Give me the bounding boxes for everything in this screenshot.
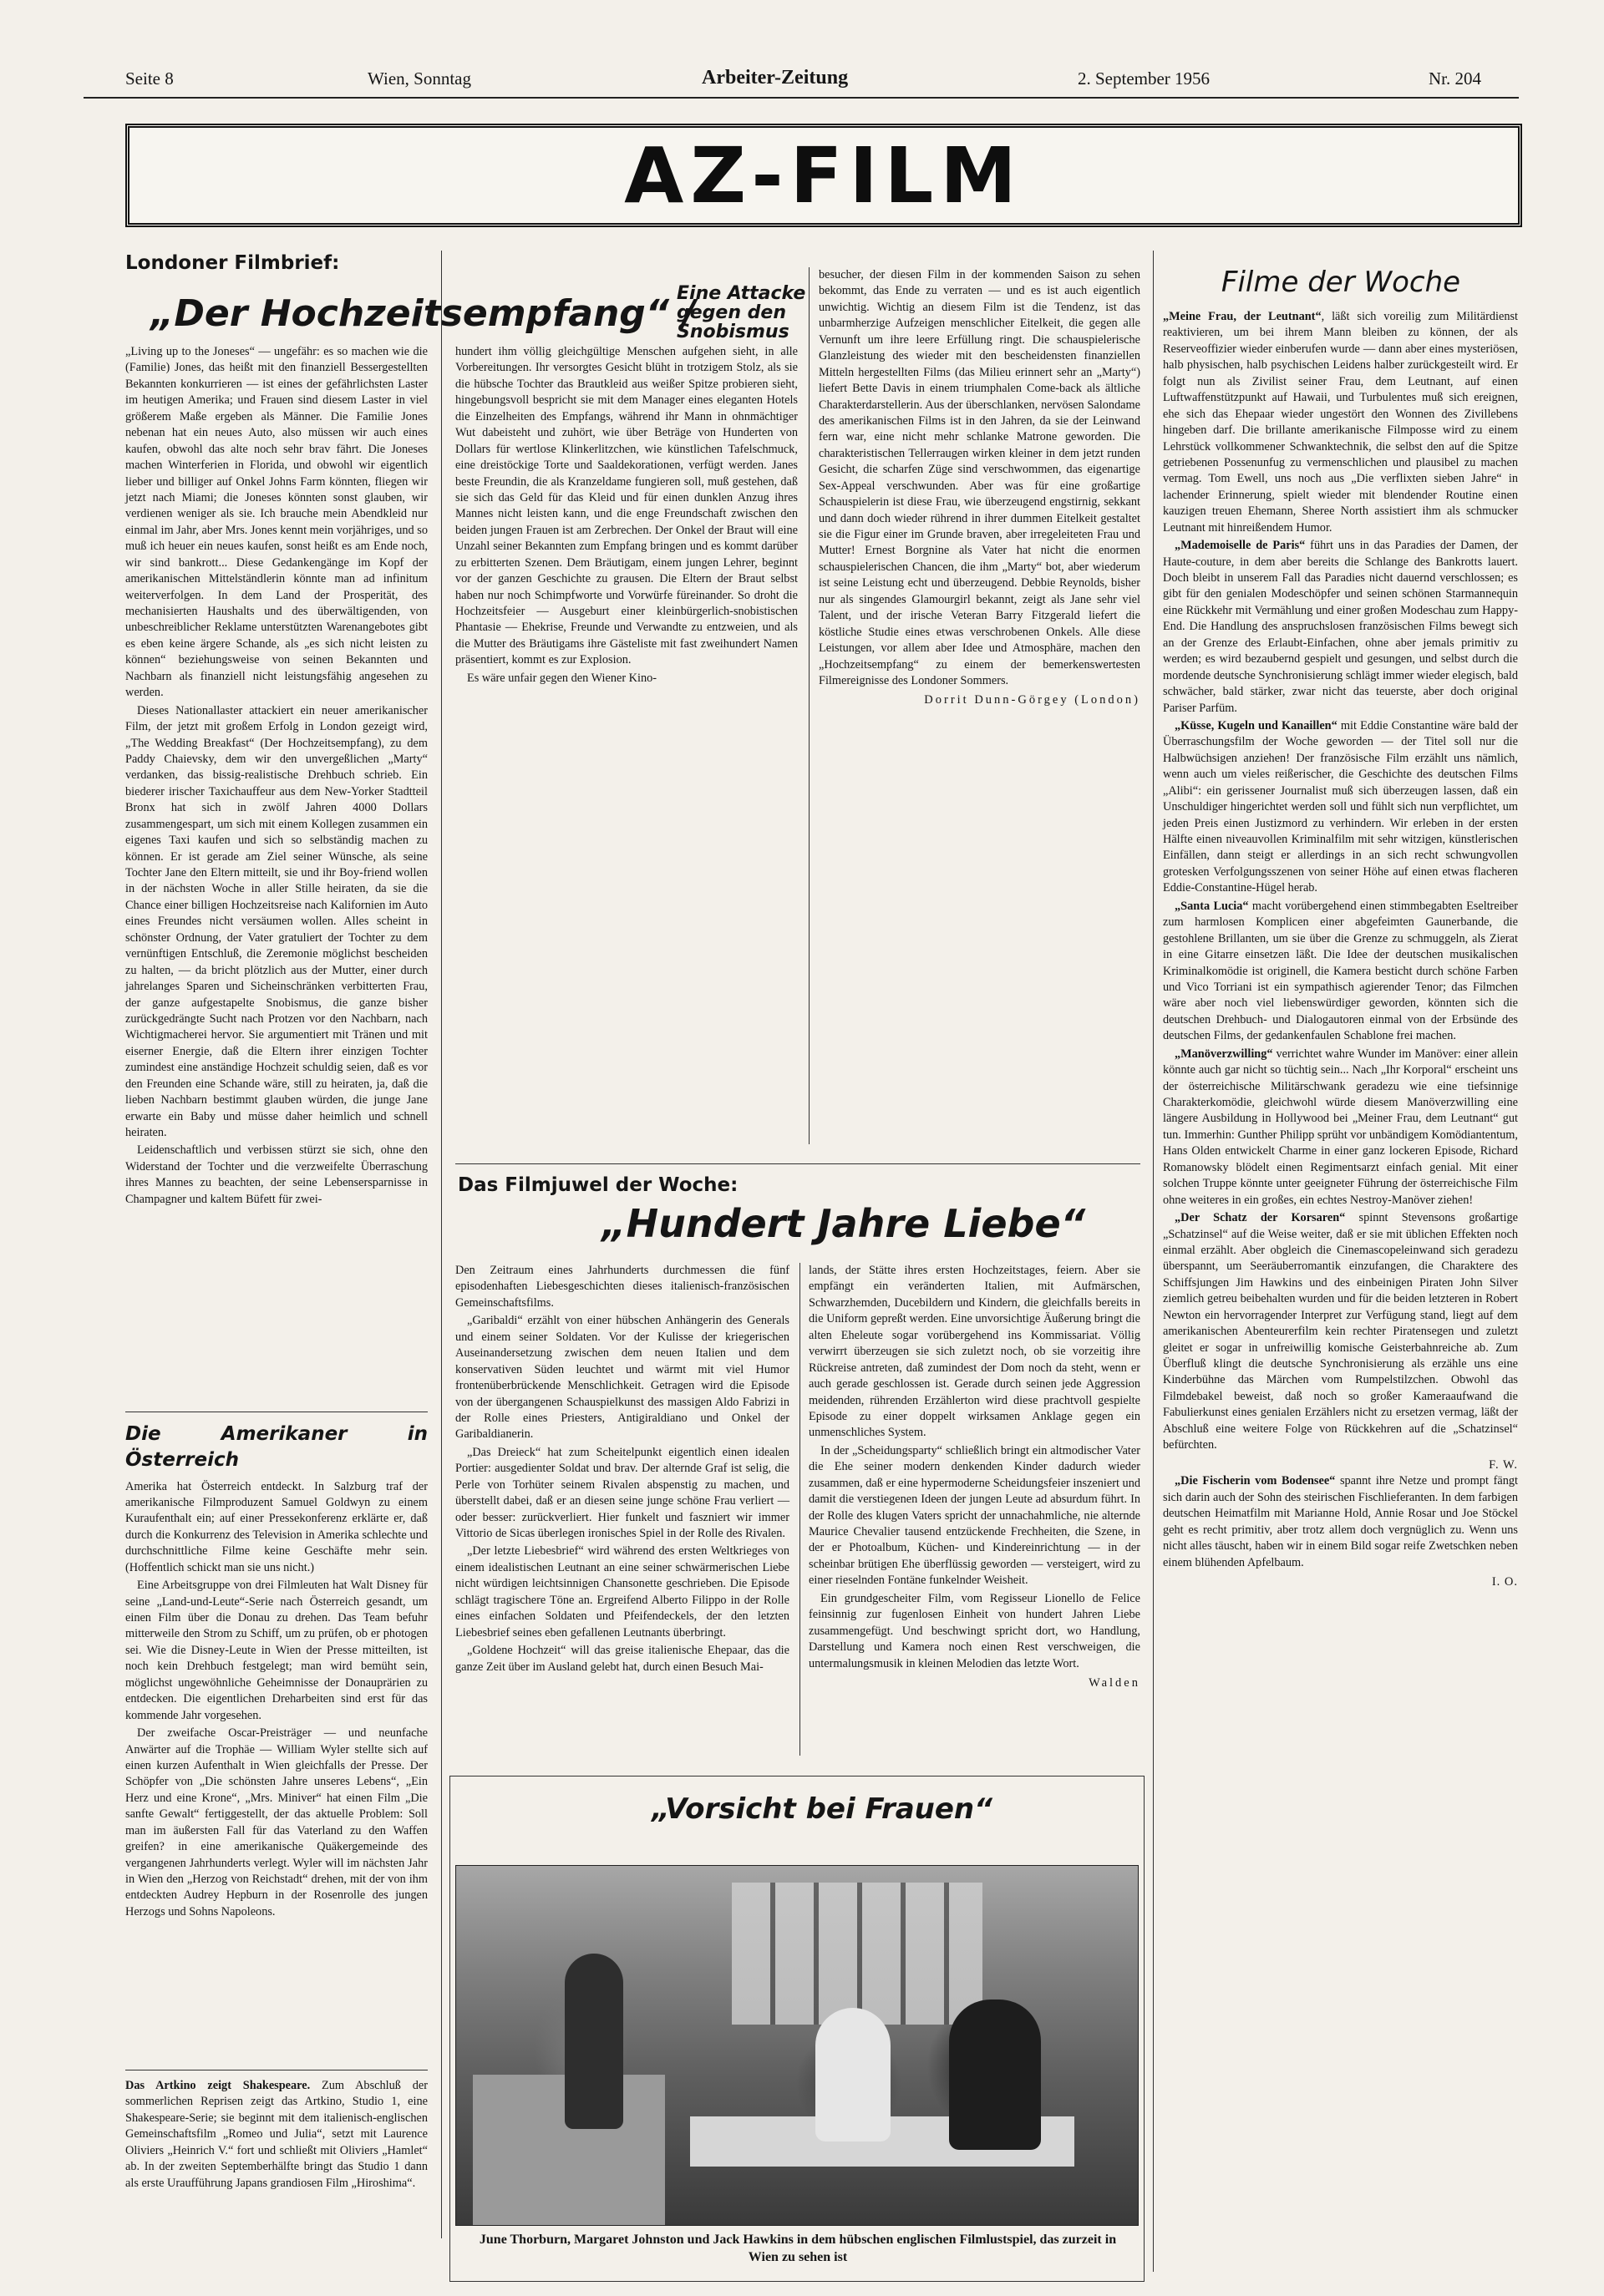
author-initials: F. W. <box>1489 1457 1518 1472</box>
divider <box>455 1163 1140 1164</box>
paragraph: Den Zeitraum eines Jahrhunderts durchmessen die fünf episodenhaften Liebesgeschichten dieses italienisch-französischen Gemeinschaftsfilms. <box>455 1264 789 1310</box>
paragraph: Dieses Nationallaster attackiert ein neuer amerikanischer Film, der jetzt mit großem Erfolg in London gezeigt wird, „The Wedding Breakfast“ (Der Hochzeitsempfang), zu dem Paddy Chaievsky, dem wir den unvergeßlichen „Marty“ verdanken, das bissig-realistische Drehbuch schrieb. Ein biederer irischer Taxichauffeur aus dem New-Yorker Stadtteil Bronx hat sich in zwölf Jahren 4000 Dollars zusammengespart, um sich mit einem Kollegen zusammen ein eigenes Taxi kaufen und sich so selbständig machen zu können. Er ist gerade am Ziel seiner Wünsche, als seine Tochter Jane den Eltern mitteilt, sie und ihr Boy-friend wollen in der nächsten Woche in aller Stille heiraten, da sie die Chance einer billigen Hochzeitsreise nach Kalifornien im Auto eines Freundes nicht versäumen wollen. Alles scheint in schönster Ordnung, der Vater gratuliert der Tochter zu dem vernünftigen Entschluß, die Zeremonie möglichst bescheiden zu halten, — da bricht plötzlich aus der Mutter, einer durch jahrelanges Sparen und Sicheinschränken verbitterten Frau, der ganze aufgestapelte Snobismus, die ganze bisher zurückgedrängte Sucht nach Protzen vor den Nachbarn, nach Wichtigmacherei hervor. Sie argumentiert mit Tränen und mit eiserner Energie, daß die Eltern ihrer einzigen Tochter zumindest eine anständige Hochzeit schuldig seien, daß es vor den Freunden eine Schande wäre, still zu heiraten, ja, daß die lieben Nachbarn bestimmt glauben würden, die junge Jane erwarte ein Baby und müsse daher heimlich und schnell heiraten. <box>125 703 428 1139</box>
paragraph: „Das Dreieck“ hat zum Scheitelpunkt eigentlich einen idealen Portier: ausgedienter Soldat und brav. Der alternde Graf ist selig, die Perle von Torhüter seinem Rivalen abspenstig zu machen, und überstellt dabei, daß er an diesen seine junge schöne Frau verliert — oder besser: zurückverliert. Hier funkelt und faszniert wir immer Vittorio de Sicas überlegen ironisches Spiel in der Rolle des Rivalen. <box>455 1445 789 1540</box>
page-number: Seite 8 <box>125 68 174 89</box>
paragraph: Leidenschaftlich und verbissen stürzt sie sich, ohne den Widerstand der Tochter und die verzweifelte Überraschung ihres Mannes zu beachten, der seine Lebensersparnisse in Champagner und kaltem Büfett für zwei- <box>125 1143 428 1206</box>
author-initials: I. O. <box>1491 1574 1518 1589</box>
vorsicht-title: „Vorsicht bei Frauen“ <box>652 1792 993 1826</box>
photo-caption: June Thorburn, Margaret Johnston und Jack Hawkins in dem hübschen englischen Filmlustspiel, das zurzeit in Wien zu sehen ist <box>479 2233 1117 2264</box>
amerikaner-heading: Die Amerikaner in Österreich <box>125 1423 428 1472</box>
paragraph: Eine Arbeitsgruppe von drei Filmleuten hat Walt Disney für seine „Land-und-Leute“-Serie nach Österreich gesandt, um einen Film über die Donau zu drehen. Das Team befuhr mitterweile den Strom zu Schiff, um zu prüfen, ob er photogen sei. Wie die Disney-Leute in Wien der Presse mitteilten, ist noch kein Drehbuch festgelegt; man wird bemüht sein, möglichst ungewöhnliche Geheimnisse der Donauprärien zu entdecken. Die eigentlichen Dreharbeiten sind erst für das kommende Jahr vorgesehen. <box>125 1579 428 1722</box>
review: „Mademoiselle de Paris“ führt uns in das Paradies der Damen, der Haute-couture, in dem aber bereits die Schlange des Bankrotts lauert. Doch bleibt in unserem Fall das Paradies nicht dauernd verschlossen; es gibt für den genialen Modeschöpfer und seinen schönen Starmannequin eine Rückkehr mit Vermählung und einer großen Modeschau zum Happy-End. Die Handlung des anspruchslosen französischen Films bewegt sich an der Grenze des Erlaubt-Einfachen, ohne aber jemals primitiv zu werden; es wird bezaubernd gespielt und gesungen, und selbst durch die mordende deutsche Synchronisierung schlägt immer wieder elegisch, bald schwächer, bald stärker, zwar nicht das teuerste, aber doch original Pariser Parfüm. <box>1163 539 1518 715</box>
author: Dorrit Dunn-Görgey (London) <box>924 693 1140 707</box>
column-rule <box>441 251 442 2238</box>
filmjuwel-left <box>455 1263 789 1677</box>
artkino-lead: Das Artkino zeigt Shakespeare. <box>125 2079 311 2092</box>
filmjuwel-right <box>809 1263 1140 1692</box>
place-day: Wien, Sonntag <box>368 68 471 89</box>
paragraph: Ein grundgescheiter Film, vom Regisseur Lionello de Felice feinsinnig zur fugenlosen Einheit von hundert Jahren Liebe zusammengefügt. Und beschwingt spricht dort, wo Handlung, Darstellung und Kamera noch einen Rest verschweigen, die untermalungsmusik in kleinen Melodien das letzte Wort. <box>809 1591 1140 1670</box>
paragraph: Der zweifache Oscar-Preisträger — und neunfache Anwärter auf die Trophäe — William Wyler stellte sich auf einen kurzen Aufenthalt in Wien gleichfalls der Presse. Der Schöpfer von „Die schönsten Jahre unseres Lebens“, „Ein Herz und eine Krone“, „Mrs. Miniver“ hat einen Film „Die sanfte Gewalt“ fertiggestellt, der das aktuelle Problem: Soll man im äußersten Fall für das Vaterland zu den Waffen greifen? in eine amerikanische Quäkergemeinde des vergangenen Jahrhunderts verlegt. Wyler will im nächsten Jahr in Wien den „Herzog von Reichstadt“ drehen, mit der von ihm entdeckten Audrey Hepburn in der Rosenrolle des jungen Herzogs und Sohns Napoleons. <box>125 1726 428 1918</box>
paragraph: „Goldene Hochzeit“ will das greise italienische Ehepaar, das die ganze Zeit über im Ausland gelebt hat, durch einen Besuch Mai- <box>455 1644 789 1674</box>
hochzeit-headline <box>125 284 809 342</box>
amerikaner-article <box>125 1418 428 1922</box>
review: „Die Fischerin vom Bodensee“ spannt ihre Netze und prompt fängt sich darin auch der Sohn des steirischen Fischlieferanten. In dem farbigen deutschen Heimatfilm mit Marianne Hold, Annie Rosar und Joe Stöckel geht es recht primitiv, aber trotz allem doch vergnüglich zu. Wenn uns nicht alles täuscht, haben wir in einem Bild sogar reife Zwetschken neben einem blühenden Apfelbaum. <box>1163 1474 1518 1569</box>
section-banner <box>125 124 1522 227</box>
paragraph: hundert ihm völlig gleichgültige Menschen aufgehen sieht, in alle Vorbereitungen. Ihr versorgtes Gesicht blüht in trotzigem Stolz, als sie die hübsche Tochter das Brautkleid aus weißer Spitze probieren sieht, hingebungsvoll bespricht sie mit dem Manager eines eleganten Hotels die Einzelheiten des Empfangs, während ihr Mann in ohnmächtiger Wut dabeisteht und zuhört, wie über Beträge von Hunderten von Dollars für wertlose Klinkerlitzchen, wie künstlichen Tafelschmuck, eine dreistöckige Torte und Saaldekorationen, verfügt werden. Janes beste Freundin, die als Kranzeldame fungieren soll, muß gestehen, daß sie sich das Geld für das Kleid und für einen dunklen Anzug ihres Mannes nicht leisten kann, und die enge Freundschaft zwischen den beiden jungen Frauen ist am Zerbrechen. Der Onkel der Braut will eine Unzahl seiner Bekannten zum Empfang bringen und es kommt darüber zu erbitterten Szenen. Dem Bräutigam, einem jungen Lehrer, beginnt vor der ganzen Geschichte zu grausen. Die Eltern der Braut selbst haben nur noch Schimpfworte und Vorwürfe füreinander. So droht die Hochzeitsfeier — Ausgeburt einer kleinbürgerlich-snobistischen Phantasie — Ehekrise, Freunde und Verwandte zu entzweien, und als die Mutter des Bräutigams ihre Gästeliste mit fast zweihundert Namen präsentiert, kommt es zur Explosion. <box>455 345 798 667</box>
issue-date: 2. September 1956 <box>1078 68 1211 89</box>
filme-der-woche-title: Filme der Woche <box>1221 266 1461 299</box>
column-rule <box>809 267 810 1144</box>
newspaper-name: Arbeiter-Zeitung <box>702 67 849 89</box>
paragraph: Amerika hat Österreich entdeckt. In Salzburg traf der amerikanische Filmproduzent Samuel Goldwyn zu einem Kuraufenthalt ein; auf einer Pressekonferenz erklärte er, daß durch die Konkurrenz des Television in Amerika schlechte und durchschnittliche Filme keine Geschäfte mehr sein. (Hoffentlich schickt man sie uns nicht.) <box>125 1479 428 1574</box>
filmjuwel-title: „Hundert Jahre Liebe“ <box>602 1201 1086 1246</box>
hochzeit-column-1 <box>125 344 428 1209</box>
review: „Der Schatz der Korsaren“ spinnt Stevensons großartige „Schatzinsel“ auf die Weise weiter, daß er sie mit üblichen Effekten noch einmal erzählt. Aber obgleich die Cinemascopeleinwand sich geradezu überspannt, um Seeräuberromantik einzufangen, die Charaktere des Schiffsjungen Jim Hawkins und des einbeinigen Piraten John Silver ziemlich getreu beibehalten wurden und für die beiden letzteren in Robert Newton ein hervorragender Interpret zur Verfügung stand, liegt auf dem amerikanischen Abenteurerfilm kein rechter Piratensegen und zuletzt gleitet er sogar in unfreiwillig komische Geisterbahnreiche ab. Zum Überfluß klingt die deutsche Synchronisierung als erzähle uns eine Kinderbühne das Märchen vom Rumpelstilzchen. Obwohl das Filmdebakel beweist, daß noch so großer Kameraaufwand die Fabulierkunst eines genialen Erzählers nicht zu ersetzen vermag, läßt der Abschluß eine weitere Folge von Rückkehren auf die „Schatzinsel“ befürchten. <box>1163 1211 1518 1452</box>
header-rule <box>84 97 1519 99</box>
filme-der-woche-column <box>1163 309 1518 1591</box>
londoner-filmbrief-kicker: Londoner Filmbrief: <box>125 252 340 274</box>
paragraph: „Garibaldi“ erzählt von einer hübschen Anhängerin des Generals und einem seiner Soldaten. Vor der Kulisse der kriegerischen Auseinandersetzung zwischen dem neuen Italien und dem konservativen Süden leuchtet und wärmt mit viel Humor frontenüberbrückende Menschlichkeit. Getragen wird die Episode von der übergangenen Schauspielkunst des massigen Aldo Fabrizi in der Rolle eines Priesters, Antigiraldiano und Onkel der Garibaldianerin. <box>455 1314 789 1442</box>
artkino-text: Zum Abschluß der sommerlichen Reprisen zeigt das Artkino, Studio 1, eine Shakespeare-Serie; sie beginnt mit dem italienisch-englischen Gemeinschaftsfilm „Romeo und Julia“, setzt mit Laurence Oliviers „Heinrich V.“ fort und schließt mit Oliviers „Hamlet“ ab. In der zweiten Septemberhälfte bringt das Studio 1 dann als erste Uraufführung Japans grandiosen Film „Hiroshima“. <box>125 2079 428 2190</box>
review: „Santa Lucia“ macht vorübergehend einen stimmbegabten Eseltreiber zum harmlosen Komplicen einer abgefeimten Gaunerbande, die gestohlene Brillanten, um sie über die Grenze zu schmuggeln, als Zierat in eine Gitarre einsetzen läßt. Die Idee der deutschen musikalischen Kriminalkomödie ist originell, die Kamera besticht durch schöne Farben und Vico Torriani ist ein sympathisch agierender Tenor; das Filmchen wäre aber noch viel liebenswürdiger geworden, könnten sich die deutschen Drehbuch- und Dialogautoren einmal von der Erbsünde des deutschen Films, der gedankenfaulen Schablone frei machen. <box>1163 899 1518 1043</box>
filmjuwel-kicker: Das Filmjuwel der Woche: <box>458 1174 739 1196</box>
film-still-photo <box>455 1865 1139 2226</box>
paragraph: besucher, der diesen Film in der kommenden Saison zu sehen bekommt, das Ende zu verraten — und es ist auch eigentlich unwichtig. Wichtig an diesem Film ist die Tendenz, ist das unbarmherzige Aufzeigen menschlicher Eitelkeit, die gegen alle Vernunft um ihre leere Erfüllung ringt. Die schauspielerische Glanzleistung des wieder mit den bescheidensten finanziellen Mitteln hergestellten Films (das Milieu erinnert sehr an „Marty“) liefert Bette Davis in einem triumphalen Come-back als ältliche Charakterdarstellerin. Aus der überschlanken, nervösen Salondame des amerikanischen Films ist in den Jahren, da sie der Leinwand fern war, eine nicht mehr schlanke Matrone geworden. Die charakteristischen Tellerraugen wirken kleiner in dem jetzt runden Gesicht, die scharfen Züge sind verschwommen, das eigenartige Sex-Appeal verschwunden. Aber was für eine großartige Schauspielerin ist diese Frau, wie überzeugend engstirnig, sekkant und dann doch wieder rührend in ihrer dummen Eitelkeit gestaltet sie die Figur einer im Grunde braven, aber irregeleiteten Frau und Mutter! Ernest Borgnine als Vater hat nicht die enormen schauspielerischen Chancen, die ihm „Marty“ bot, aber wiederum ist seine Leistung echt und überzeugend. Debbie Reynolds, bisher nur als singendes Glamourgirl bekannt, zeigt als Jane sehr viel Talent, und der irische Veteran Barry Fitzgerald liefert die köstliche Studie eines etwas verschrobenen Onkels. Alle diese Leistungen, vor allem aber Idee und Atmosphäre, machen den „Hochzeitsempfang“ zu einem der bemerkenswertesten Filmereignisse des Londoner Sommers. <box>819 268 1140 687</box>
column-rule <box>799 1263 800 1756</box>
hochzeit-column-2 <box>455 344 798 688</box>
paragraph: „Living up to the Joneses“ — ungefähr: es so machen wie die (Familie) Jones, das heißt mit den finanziell Bessergestellten Bekannten konkurrieren — ist eines der gefährlichsten Laster im heutigen Amerika; und Frauen sind diesem Laster in viel größerem Maße ergeben als Männer. Die Familie Jones nebenan hat ein neues Auto, also müssen wir auch eines kaufen, obwohl das alte noch sehr brav fährt. Die Joneses machen Winterferien in Florida, und obwohl wir eigentlich lieber und billiger auf Onkel Johns Farm könnten, fliegen wir jetzt nach Miami; die Joneses könnten sonst glauben, wir verdienen weniger als sie. Ich brauche mein Abendkleid nur einmal im Jahr, aber Mrs. Jones kennt mein vorjähriges, und so muß ich heuer ein neues kaufen, sonst heißt es am Ende noch, wir sind bankrott... Diese Gedankengänge im Kopf der amerikanischen Mittelständlerin könnte man ad infinitum weiterverfolgen. In dem Land der Prosperität, des mechanisierten Haushalts und des überwältigenden, von unbeschreiblicher Reklame unterstützten Warenangebotes gibt es eben keine ärgere Schande, als „es sich nicht leisten zu können“ beziehungsweise von seinen Bekannten und Nachbarn als finanziell nicht leistungsfähig angesehen zu werden. <box>125 345 428 700</box>
review: „Manöverzwilling“ verrichtet wahre Wunder im Manöver: einer allein könnte auch gar nicht so tüchtig sein... Nach „Ihr Korporal“ erscheint uns der österreichische Militärschwank geradezu wie eine tiefsinnige Charakterkomödie, gleichwohl würde diesem Manöverzwilling eine längere Ausbildung in Hollywood bei „Meiner Frau, dem Leutnant“ gut tun. Immerhin: Gunther Philipp sprüht vor unbändigem Komödiantentum, Hans Olden entwickelt Charme in einer ganz lockeren Episode, Richard Romanowsky blödelt einen Regimentsarzt einfach genial. Mit einer solchen Truppe könnte unter geeigneter Führung der österreichische Film ohne weiteres in ein großes, ein echtes Nestroy-Manöver ziehen! <box>1163 1047 1518 1207</box>
paragraph: Es wäre unfair gegen den Wiener Kino- <box>467 671 657 685</box>
issue-number: Nr. 204 <box>1429 68 1481 89</box>
author: Walden <box>1089 1675 1140 1690</box>
paragraph: In der „Scheidungsparty“ schließlich bringt ein altmodischer Vater die Ehe seiner modern denkenden Kinder dadurch wieder zusammen, daß er eine hypermoderne Scheidungsfeier inszeniert und damit die verstiegenen Ideen der jungen Leute ad absurdum führt. In der Rolle des klugen Vaters spricht der unnachahmliche, nie alternde Maurice Chevalier tausend entzückende Frechheiten, die Szene, in der er Photoalbum, Küchen- und Kindereinrichtung — in der scheinbar brütigen Ehe überflüssig geworden — versteigert, wird zu einer rieselnden Fontäne funkelnder Weisheit. <box>809 1443 1140 1588</box>
paragraph: „Der letzte Liebesbrief“ wird während des ersten Weltkrieges von einem idealistischen Leutnant an eine seiner schwärmerischen Liebe nicht würdigen leichtsinnigen Chansonette geschrieben. Die Episode schlägt tragischere Töne an. Ergreifend Alberto Filippo in der Rolle eines einfachen Soldaten und Pfeifendeckels, der den letzten Liebesbrief seines eben gefallenen Leutnants überbringt. <box>455 1544 789 1640</box>
hochzeit-subtitle: Eine Attacke gegen den Snobismus <box>677 283 806 343</box>
column-rule <box>1153 251 1154 2272</box>
artkino-notice <box>125 2078 428 2193</box>
section-title: AZ-FILM <box>624 130 1023 220</box>
review: „Küsse, Kugeln und Kanaillen“ mit Eddie Constantine wäre bald der Überraschungsfilm der Woche geworden — der Titel soll nur die Halbwüchsigen anziehen! Der französische Film erzählt uns nämlich, wenn auch um vieles reißerischer, die Geschichte des deutschen Films „Alibi“: ein gerissener Journalist muß sich überzeugen lassen, daß ein Unschuldiger hingerichtet werden soll und fühlt sich nun verpflichtet, um jeden Preis einen Justizmord zu verhindern. Wir erleben in der ersten Hälfte einen niveauvollen Kriminalfilm mit sehr witzigen, künstlerischen Einfällen, dann steigt er allerdings in an sich recht schwungvollen grotesken Verfolgungsszenen von seiner Höhe auf einen etwas flacheren Eddie-Constantine-Hügel herab. <box>1163 718 1518 895</box>
hochzeit-title: „Der Hochzeitsempfang“ / <box>150 292 696 335</box>
review: „Meine Frau, der Leutnant“, läßt sich voreilig zum Militärdienst reaktivieren, um bei ihrem Mann bleiben zu können, der als Reserveoffizier wieder einberufen wurde — dann aber eines mysteriösen, halb physischen, halb psychischen Leidens halber zurückgesteilt wird. Er folgt nun als Zivilist seiner Frau, dem Leutnant, auf einen Luftwaffenstützpunkt auf Hawaii, und Turbulentes muß sich ereignen, ehe sich das Ehepaar wieder ungestört den Wonnen des Zivillebens hingeben darf. Die brillante amerikanische Filmposse wird zu einem Lehrstück vollkommener Schwanktechnik, die selbst den auf die Spitze getriebenen Possenunfug zu vermenschlichen und plausibel zu machen vermag. Tom Ewell, uns noch aus „Die verflixten sieben Jahre“ in lachender Erinnerung, spielt wieder mit blendender Routine einen kauzigen treuen Ehemann, Sheree North assistiert ihm als schmucker Leutnant mit hinreißendem Humor. <box>1163 310 1519 535</box>
paragraph: lands, der Stätte ihres ersten Hochzeitstages, feiern. Aber sie empfängt ein veränderten Italien, mit Aufmärschen, Schwarzhemden, Ducebildern und Kindern, die gleichfalls bereits in die Uniform gepreßt werden. Eine unvorsichtige Äußerung bringt die alten Eheleute sogar vorübergehend ins Kommissariat. Völlig verwirrt überzeugen sie sich zuletzt noch, ob sie vorzeitig ihre Rückreise antreten, daß zumindest der Dom noch da steht, wenn er auch gerade geschlossen ist. Gerade durch seinen jede Aggression meidenden, rührenden Erzählerton wird diese prachtvoll gespielte Episode zu einer doppelt wirksamen Anklage gegen ein unmenschliches System. <box>809 1264 1140 1440</box>
hochzeit-column-3 <box>819 267 1140 709</box>
